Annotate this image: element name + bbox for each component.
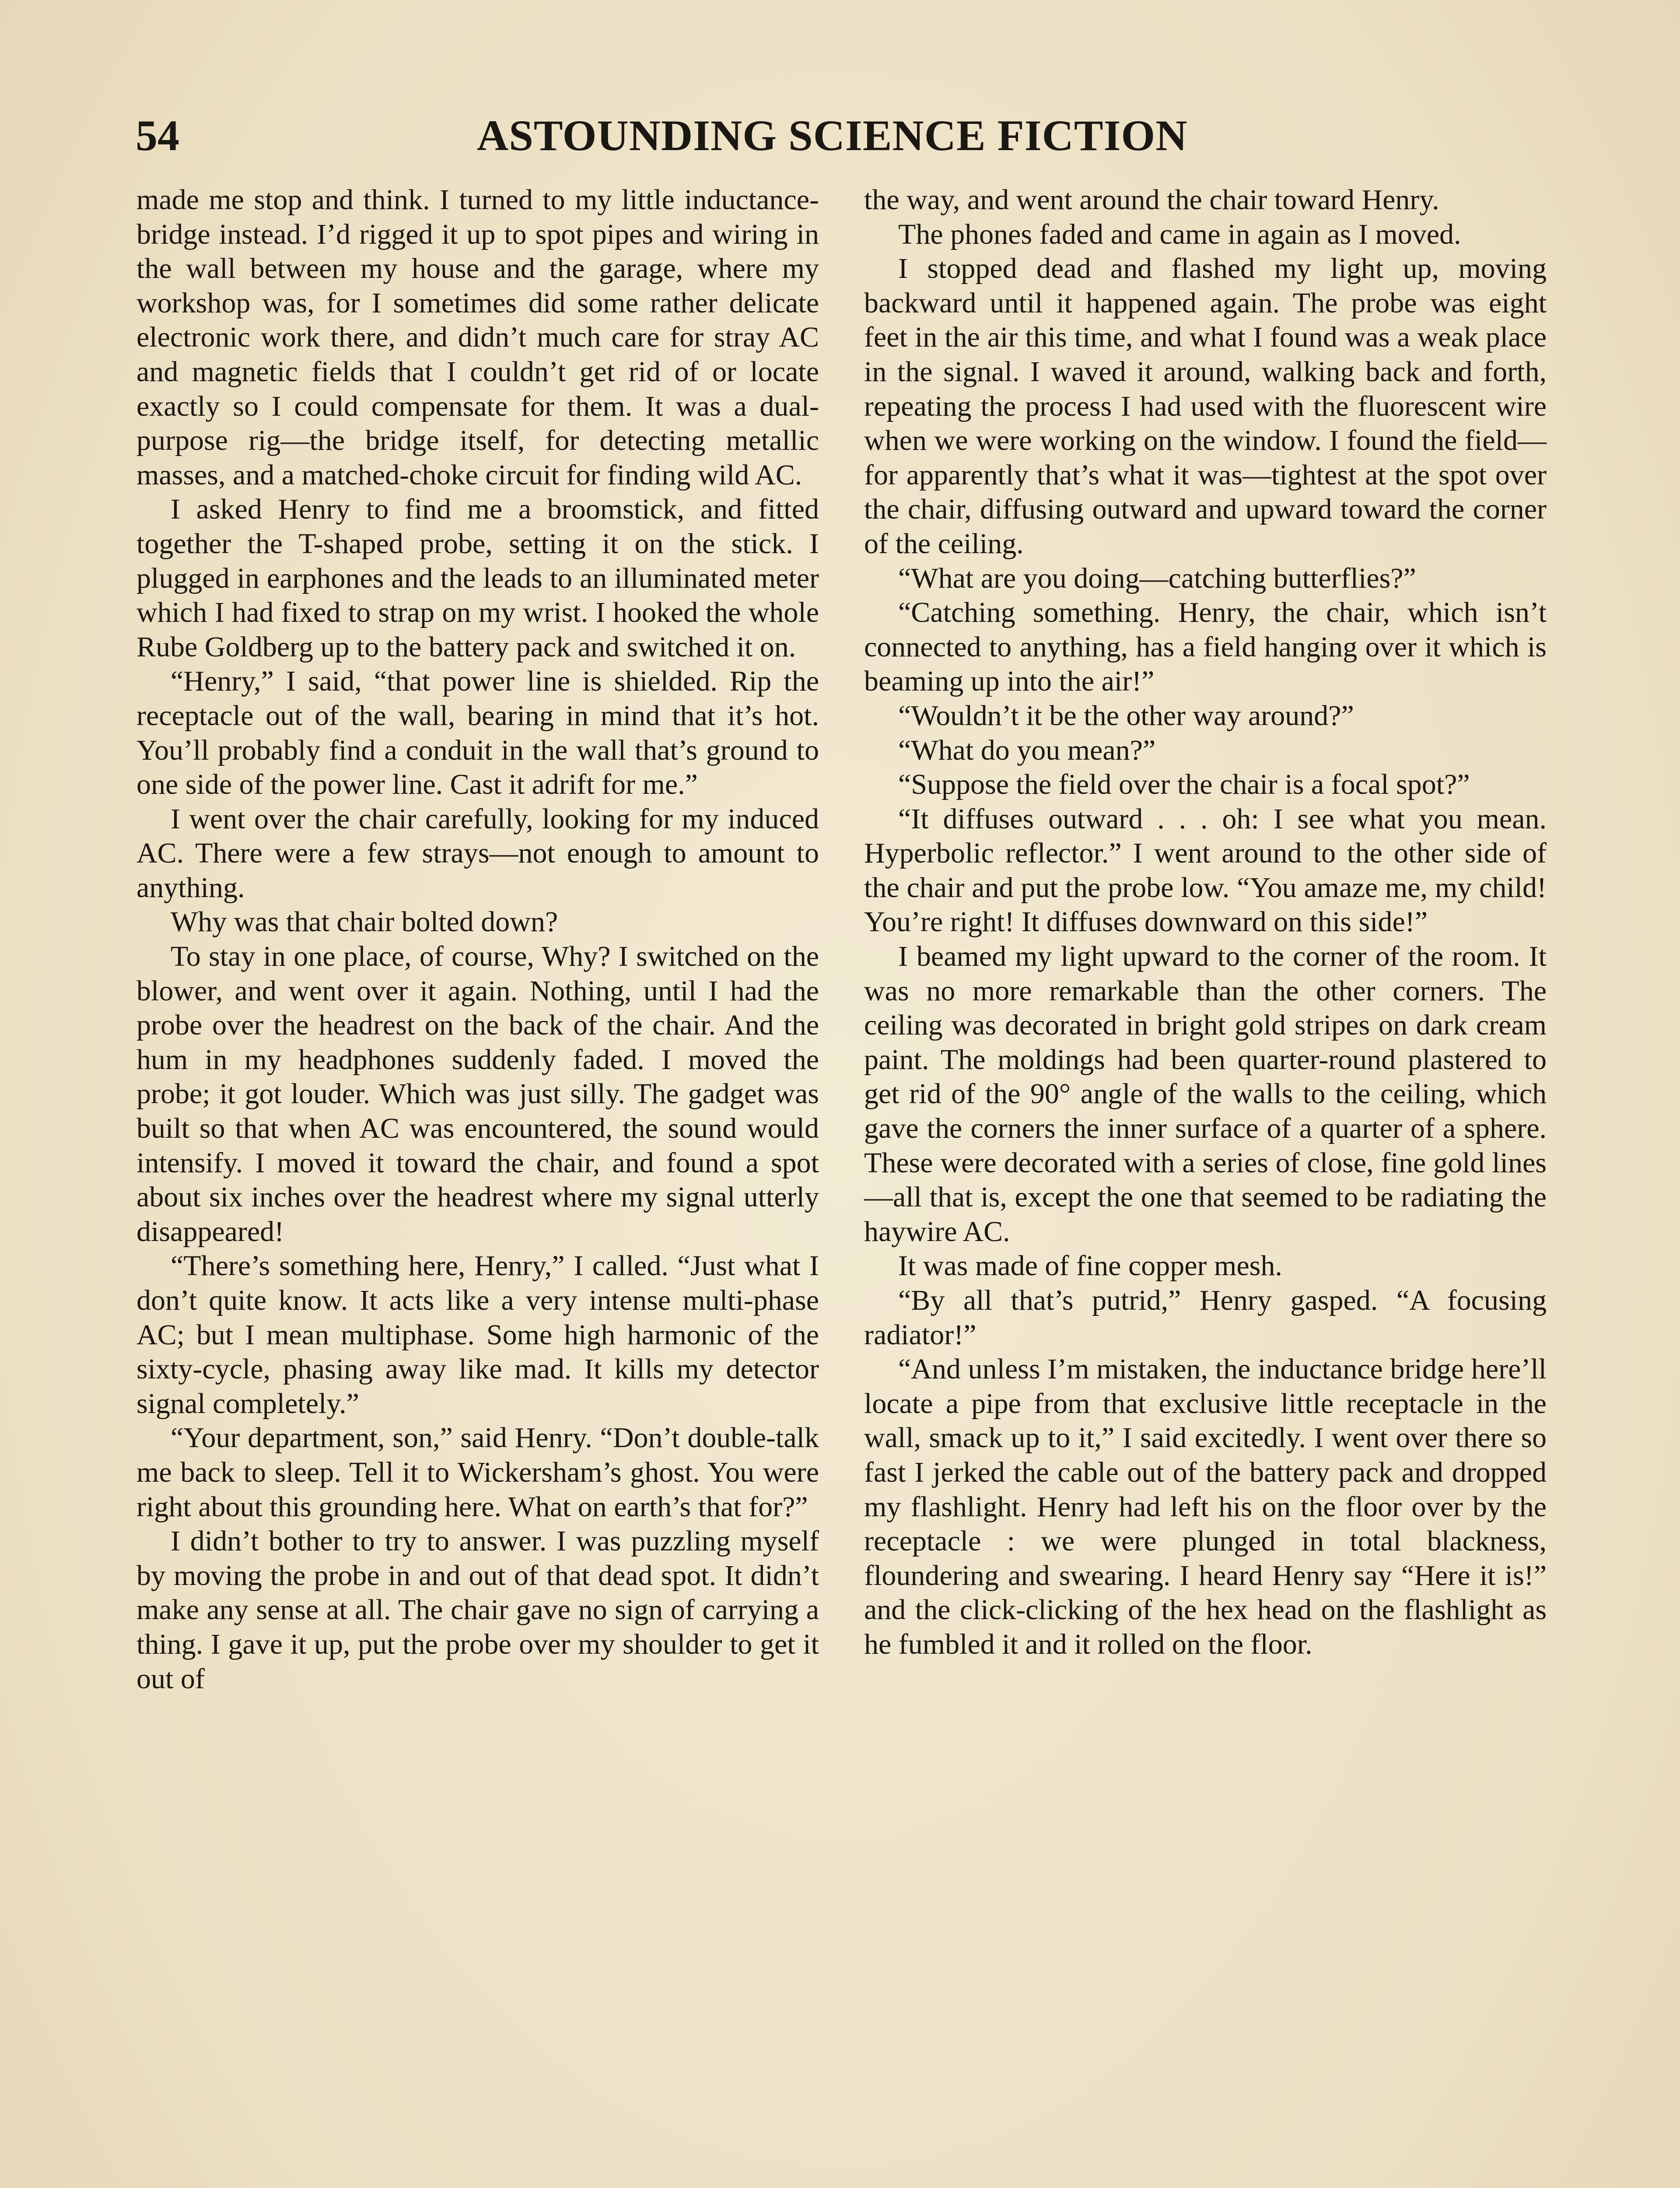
paragraph: “Henry,” I said, “that power line is shielded. Rip the receptacle out of the wall, bearing in mind that it’s hot. You’ll probably find a conduit in the wall that’s ground to one side of the power line. Cast it adrift for me.” xyxy=(136,665,819,801)
paragraph: “Wouldn’t it be the other way around?” xyxy=(898,699,1354,732)
paragraph: “What do you mean?” xyxy=(898,734,1156,766)
page-header xyxy=(136,103,1251,168)
paragraph: the way, and went around the chair toward Henry. xyxy=(864,184,1439,216)
paragraph: “And unless I’m mistaken, the inductance bridge here’ll locate a pipe from that exclusive little receptacle in the wall, smack up to it,” I said excitedly. I went over there so fast I jerked the cable out of the battery pack and dropped my flashlight. Henry had left his on the floor over by the receptacle : we were plunged in total blackness, floundering and swearing. I heard Henry say “Here it is!” and the click-clicking of the hex head on the flashlight as he fumbled it and it rolled on the floor. xyxy=(864,1353,1547,1660)
paragraph: I went over the chair carefully, looking for my induced AC. There were a few strays—not enough to amount to anything. xyxy=(136,803,819,904)
paragraph: I didn’t bother to try to answer. I was puzzling myself by moving the probe in and out of that dead spot. It didn’t make any sense at all. The chair gave no sign of carrying a thing. I gave it up, put the probe over my shoulder to get it out of xyxy=(136,1525,819,1695)
paragraph: It was made of fine copper mesh. xyxy=(898,1250,1282,1282)
paragraph: “Catching something. Henry, the chair, which isn’t connected to anything, has a field hanging over it which is beaming up into the air!” xyxy=(864,596,1547,698)
paragraph: I asked Henry to find me a broomstick, and fitted together the T-shaped probe, setting it on the stick. I plugged in earphones and the leads to an illuminated meter which I had fixed to strap on my wrist. I hooked the whole Rube Goldberg up to the battery pack and switched it on. xyxy=(136,493,819,663)
paragraph: Why was that chair bolted down? xyxy=(171,906,558,938)
paragraph: “By all that’s putrid,” Henry gasped. “A focusing radiator!” xyxy=(864,1284,1547,1351)
paragraph: “What are you doing—catching butterflies?” xyxy=(898,562,1416,594)
paragraph: “Suppose the field over the chair is a focal spot?” xyxy=(898,768,1470,801)
left-column xyxy=(136,183,819,1696)
page-number: 54 xyxy=(136,111,179,160)
paragraph: “Your department, son,” said Henry. “Don’t double-talk me back to sleep. Tell it to Wickersham’s ghost. You were right about this grounding here. What on earth’s that for?” xyxy=(136,1422,819,1523)
paragraph: made me stop and think. I turned to my little inductance-bridge instead. I’d rigged it up to spot pipes and wiring in the wall between my house and the garage, where my workshop was, for I sometimes did some rather delicate electronic work there, and didn’t much care for stray AC and magnetic fields that I couldn’t get rid of or locate exactly so I could compensate for them. It was a dual-purpose rig—the bridge itself, for detecting metallic masses, and a matched-choke circuit for finding wild AC. xyxy=(136,184,819,491)
paragraph: I beamed my light upward to the corner of the room. It was no more remarkable than the other corners. The ceiling was decorated in bright gold stripes on dark cream paint. The moldings had been quarter-round plastered to get rid of the 90° angle of the walls to the ceiling, which gave the corners the inner surface of a quarter of a sphere. These were decorated with a series of close, fine gold lines—all that is, except the one that seemed to be radiating the haywire AC. xyxy=(864,940,1547,1248)
right-column xyxy=(864,183,1547,1662)
paragraph: “There’s something here, Henry,” I called. “Just what I don’t quite know. It acts like a very intense multi-phase AC; but I mean multiphase. Some high harmonic of the sixty-cycle, phasing away like mad. It kills my detector signal completely.” xyxy=(136,1250,819,1420)
paragraph: “It diffuses outward . . . oh: I see what you mean. Hyperbolic reflector.” I went around to the other side of the chair and put the probe low. “You amaze me, my child! You’re right! It diffuses downward on this side!” xyxy=(864,803,1547,938)
paragraph: I stopped dead and flashed my light up, moving backward until it happened again. The probe was eight feet in the air this time, and what I found was a weak place in the signal. I waved it around, walking back and forth, repeating the process I had used with the fluorescent wire when we were working on the window. I found the field—for apparently that’s what it was—tightest at the spot over the chair, diffusing outward and upward toward the corner of the ceiling. xyxy=(864,252,1547,560)
running-title: ASTOUNDING SCIENCE FICTION xyxy=(477,111,1188,160)
paragraph: To stay in one place, of course, Why? I switched on the blower, and went over it again. Nothing, until I had the probe over the headrest on the back of the chair. And the hum in my headphones suddenly faded. I moved the probe; it got louder. Which was just silly. The gadget was built so that when AC was encountered, the sound would intensify. I moved it toward the chair, and found a spot about six inches over the headrest where my signal utterly disappeared! xyxy=(136,940,819,1248)
paragraph: The phones faded and came in again as I moved. xyxy=(898,218,1461,250)
